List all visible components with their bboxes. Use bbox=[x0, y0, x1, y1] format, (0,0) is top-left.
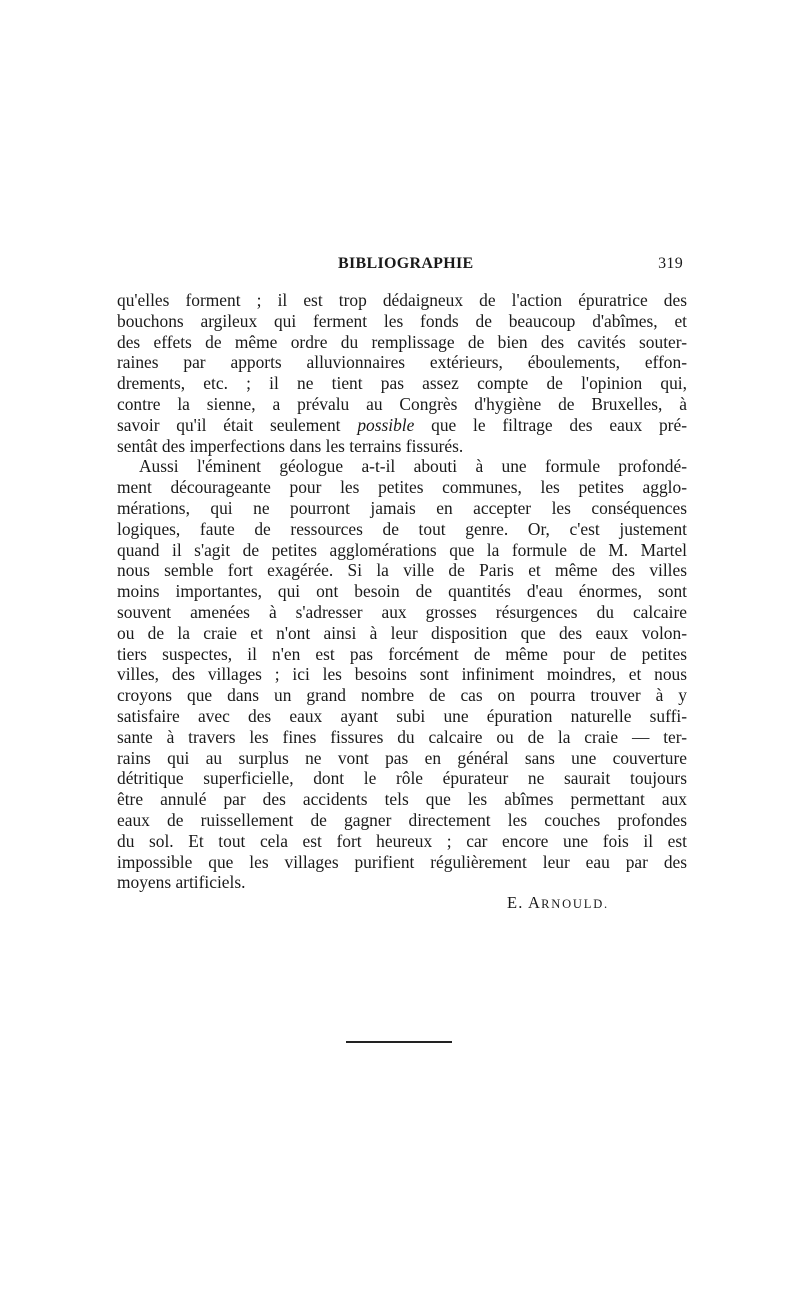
text-line: moins importantes, qui ont besoin de quantités d'eau énormes, sont bbox=[117, 581, 687, 602]
signature-surname: RNOULD. bbox=[541, 897, 609, 911]
signature-initial: E. A bbox=[507, 893, 542, 912]
text-line: eaux de ruissellement de gagner directement les couches profondes bbox=[117, 809, 687, 830]
text-line: quand il s'agit de petites agglomérations que la formule de M. Martel bbox=[117, 539, 687, 560]
text-line: ou de la craie et n'ont ainsi à leur disposition que des eaux volon- bbox=[117, 622, 687, 643]
text-line: détritique superficielle, dont le rôle épurateur ne saurait toujours bbox=[117, 768, 687, 789]
text-line: sentât des imperfections dans les terrains fissurés. bbox=[117, 435, 464, 456]
text-line: ment décourageante pour les petites communes, les petites agglo- bbox=[117, 477, 687, 498]
text-line bbox=[117, 415, 687, 436]
text-line: drements, etc. ; il ne tient pas assez compte de l'opinion qui, bbox=[117, 373, 687, 394]
running-head bbox=[117, 255, 683, 279]
text-fragment: que le filtrage des eaux pré- bbox=[414, 414, 687, 435]
text-line: impossible que les villages purifient régulièrement leur eau par des bbox=[117, 851, 687, 872]
text-line: rains qui au surplus ne vont pas en général sans une couverture bbox=[117, 747, 687, 768]
text-line: villes, des villages ; ici les besoins sont infiniment moindres, et nous bbox=[117, 664, 687, 685]
text-fragment: savoir qu'il était seulement bbox=[117, 414, 358, 435]
text-line: satisfaire avec des eaux ayant subi une épuration naturelle suffi- bbox=[117, 705, 687, 726]
text-line: bouchons argileux qui ferment les fonds de beaucoup d'abîmes, et bbox=[117, 310, 687, 331]
text-line: nous semble fort exagérée. Si la ville de Paris et même des villes bbox=[117, 560, 687, 581]
text-line: mérations, qui ne pourront jamais en accepter les conséquences bbox=[117, 497, 687, 518]
text-line: des effets de même ordre du remplissage de bien des cavités souter- bbox=[117, 331, 687, 352]
text-line: qu'elles forment ; il est trop dédaigneux de l'action épuratrice des bbox=[117, 290, 687, 310]
text-line: croyons que dans un grand nombre de cas on pourra trouver à y bbox=[117, 685, 687, 706]
text-line: moyens artificiels. bbox=[117, 872, 246, 893]
text-line: sante à travers les fines fissures du calcaire ou de la craie — ter- bbox=[117, 726, 687, 747]
page-number: 319 bbox=[658, 255, 683, 272]
text-line: être annulé par des accidents tels que les abîmes permettant aux bbox=[117, 789, 687, 810]
text-line: du sol. Et tout cela est fort heureux ; car encore une fois il est bbox=[117, 830, 687, 851]
author-signature bbox=[507, 893, 609, 913]
running-title: BIBLIOGRAPHIE bbox=[338, 255, 474, 272]
italic-word: possible bbox=[357, 414, 415, 435]
text-line: Aussi l'éminent géologue a-t-il abouti à une formule profondé- bbox=[139, 456, 687, 477]
text-line: contre la sienne, a prévalu au Congrès d'hygiène de Bruxelles, à bbox=[117, 393, 687, 414]
text-line: tiers suspectes, il n'en est pas forcément de même pour de petites bbox=[117, 643, 687, 664]
body-text bbox=[117, 290, 687, 893]
text-line: logiques, faute de ressources de tout genre. Or, c'est justement bbox=[117, 518, 687, 539]
text-line: souvent amenées à s'adresser aux grosses résurgences du calcaire bbox=[117, 601, 687, 622]
text-line: raines par apports alluvionnaires extérieurs, éboulements, effon- bbox=[117, 352, 687, 373]
section-end-rule bbox=[346, 1041, 452, 1043]
